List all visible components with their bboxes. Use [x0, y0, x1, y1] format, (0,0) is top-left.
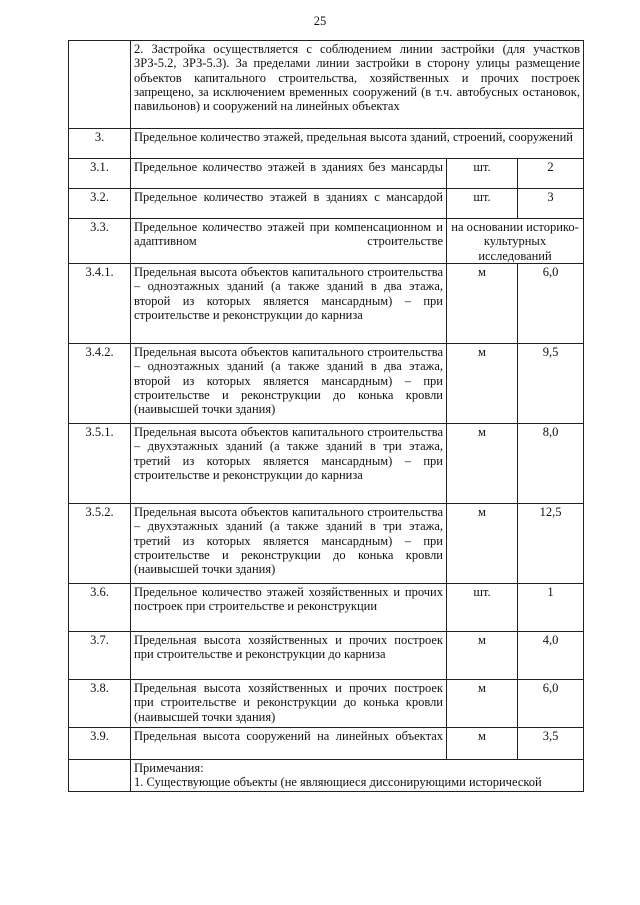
regulations-table	[68, 40, 584, 792]
row-number: 3.4.1.	[69, 264, 131, 344]
row-unit: м	[447, 264, 518, 344]
table-row	[69, 189, 584, 219]
row-description: Предельное количество этажей в зданиях без мансарды	[131, 159, 447, 189]
row-unit: шт.	[447, 584, 518, 632]
table-row-notes	[69, 760, 584, 792]
table-row	[69, 424, 584, 504]
row-number: 3.4.2.	[69, 344, 131, 424]
row-description: Предельное количество этажей в зданиях с мансардой	[131, 189, 447, 219]
row-number: 3.3.	[69, 219, 131, 264]
table-row	[69, 219, 584, 264]
row-value: 6,0	[518, 680, 584, 728]
row-unit: м	[447, 424, 518, 504]
table-row	[69, 680, 584, 728]
row-number: 3.2.	[69, 189, 131, 219]
table-row	[69, 728, 584, 760]
row-description: Предельное количество этажей при компенсационном и адаптивном строительстве	[131, 219, 447, 264]
row-description: Предельная высота хозяйственных и прочих построек при строительстве и реконструкции до карниза	[131, 632, 447, 680]
row-description: Предельная высота сооружений на линейных объектах	[131, 728, 447, 760]
row-value: 8,0	[518, 424, 584, 504]
row-value: 4,0	[518, 632, 584, 680]
row-description: Предельная высота объектов капитального строительства – одноэтажных зданий (а также зданий в два этажа, второй из которых является мансардным) – при строительстве и реконструкции до карниза	[131, 264, 447, 344]
row-number	[69, 41, 131, 129]
table-row	[69, 584, 584, 632]
notes-text: 1. Существующие объекты (не являющиеся диссонирующими исторической	[134, 775, 542, 790]
row-number: 3.5.2.	[69, 504, 131, 584]
table-row	[69, 264, 584, 344]
row-number: 3.5.1.	[69, 424, 131, 504]
row-number: 3.6.	[69, 584, 131, 632]
notes-cell	[131, 760, 584, 792]
row-number: 3.7.	[69, 632, 131, 680]
row-unit: м	[447, 504, 518, 584]
row-value: 2	[518, 159, 584, 189]
row-number: 3.8.	[69, 680, 131, 728]
row-description: Предельная высота хозяйственных и прочих построек при строительстве и реконструкции до конька кровли (наивысшей точки здания)	[131, 680, 447, 728]
row-value-span: на основании историко-культурных исследований	[447, 219, 584, 264]
row-description: Предельное количество этажей хозяйственных и прочих построек при строительстве и реконструкции	[131, 584, 447, 632]
table-row	[69, 504, 584, 584]
table-row	[69, 632, 584, 680]
row-unit: шт.	[447, 159, 518, 189]
row-value: 9,5	[518, 344, 584, 424]
row-value: 6,0	[518, 264, 584, 344]
row-unit: шт.	[447, 189, 518, 219]
table-row-section	[69, 129, 584, 159]
table-row	[69, 344, 584, 424]
row-value: 3	[518, 189, 584, 219]
row-number: 3.9.	[69, 728, 131, 760]
row-value: 3,5	[518, 728, 584, 760]
row-description: Предельная высота объектов капитального строительства – одноэтажных зданий (а также зданий в два этажа, второй из которых является мансардным) – при строительстве и реконструкции до конька кровли (наивысшей точки здания)	[131, 344, 447, 424]
table-row	[69, 159, 584, 189]
page-number: 25	[313, 14, 327, 28]
row-text: Предельное количество этажей, предельная высота зданий, строений, сооружений	[131, 129, 584, 159]
notes-heading: Примечания:	[134, 761, 204, 775]
row-value: 12,5	[518, 504, 584, 584]
row-value: 1	[518, 584, 584, 632]
row-number: 3.	[69, 129, 131, 159]
table-row-intro	[69, 41, 584, 129]
row-unit: м	[447, 344, 518, 424]
row-unit: м	[447, 728, 518, 760]
row-unit: м	[447, 632, 518, 680]
row-description: Предельная высота объектов капитального строительства – двухэтажных зданий (а также зданий в три этажа, третий из которых является мансардным) – при строительстве и реконструкции до карниза	[131, 424, 447, 504]
row-unit: м	[447, 680, 518, 728]
row-description: Предельная высота объектов капитального строительства – двухэтажных зданий (а также зданий в три этажа, третий из которых является мансардным) – при строительстве и реконструкции до конька кровли (наивысшей точки здания)	[131, 504, 447, 584]
row-number	[69, 760, 131, 792]
row-number: 3.1.	[69, 159, 131, 189]
row-text: 2. Застройка осуществляется с соблюдением линии застройки (для участков ЗРЗ-5.2, ЗРЗ-5.3). За пределами линии застройки в сторону улицы размещение объектов капитального строительства, хозяйственных и прочих построек запрещено, за исключением временных сооружений (в т.ч. автобусных остановок, павильонов) и сооружений на линейных объектах	[131, 41, 584, 129]
